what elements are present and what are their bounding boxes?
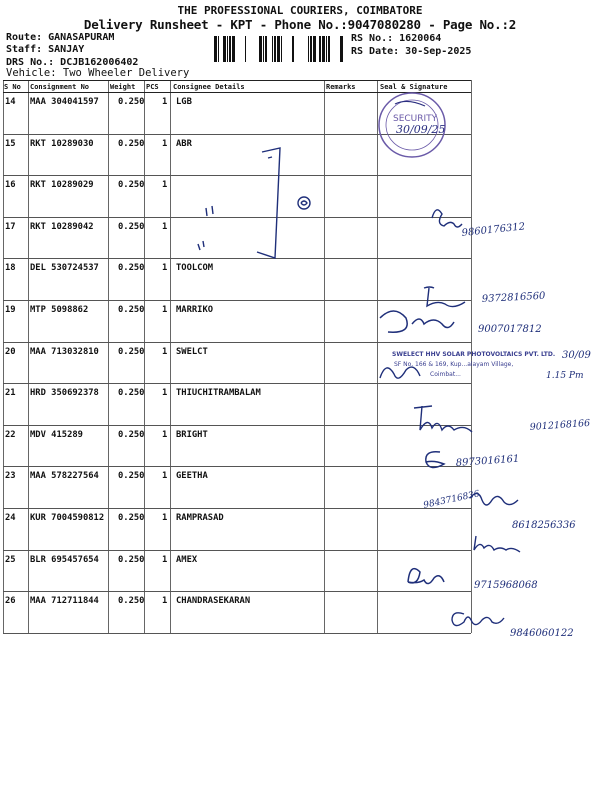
row-divider — [3, 175, 471, 176]
row-consignment-no: MAA 578227564 — [30, 471, 99, 481]
row-consignment-no: MAA 712711844 — [30, 596, 99, 606]
date-20: 30/09 — [562, 350, 591, 361]
row-consignment-no: MTP 5098862 — [30, 305, 89, 315]
col-consignment: Consignment No — [30, 83, 90, 91]
row-weight: 0.250 — [118, 180, 145, 190]
row-weight: 0.250 — [118, 596, 145, 606]
row-consignment-no: RKT 10289042 — [30, 222, 94, 232]
phone-21: 9012168166 — [529, 417, 591, 433]
row-weight: 0.250 — [118, 139, 145, 149]
row-divider — [3, 591, 471, 592]
row-weight: 0.250 — [118, 471, 145, 481]
row-weight: 0.250 — [118, 347, 145, 357]
row-sno: 18 — [5, 263, 16, 273]
row-consignment-no: HRD 350692378 — [30, 388, 99, 398]
rs-date: RS Date: 30-Sep-2025 — [351, 46, 472, 57]
row-consignment-no: BLR 695457654 — [30, 555, 99, 565]
company-title: THE PROFESSIONAL COURIERS, COIMBATORE — [177, 4, 423, 17]
row-consignee: GEETHA — [176, 471, 208, 481]
row-consignee: ABR — [176, 139, 192, 149]
row-pcs: 1 — [162, 139, 168, 149]
row-weight: 0.250 — [118, 430, 145, 440]
row-divider — [3, 633, 471, 634]
row-consignee: TOOLCOM — [176, 263, 214, 273]
stamp-word: SECURITY — [393, 114, 438, 124]
row-weight: 0.250 — [118, 555, 145, 565]
row-divider — [3, 383, 471, 384]
row-consignment-no: RKT 10289030 — [30, 139, 94, 149]
signature-24-icon — [474, 536, 520, 552]
row-consignee: CHANDRASEKARAN — [176, 596, 251, 606]
col-consignee: Consignee Details — [173, 83, 245, 91]
row-consignment-no: DEL 530724537 — [30, 263, 99, 273]
row-sno: 23 — [5, 471, 16, 481]
row-sno: 15 — [5, 139, 16, 149]
row-divider — [3, 342, 471, 343]
row-consignee: RAMPRASAD — [176, 513, 224, 523]
runsheet-table — [3, 80, 471, 633]
row-consignment-no: MAA 304041597 — [30, 97, 99, 107]
stamp-20-addr2: Coimbat... — [430, 371, 461, 378]
barcode-icon — [214, 36, 348, 62]
vehicle-label: Vehicle: Two Wheeler Delivery — [6, 67, 190, 79]
row-consignment-no: MAA 713032810 — [30, 347, 99, 357]
row-sno: 16 — [5, 180, 16, 190]
row-consignee: SWELCT — [176, 347, 208, 357]
row-consignee: AMEX — [176, 555, 198, 565]
phone-23: 9843716836 — [422, 489, 481, 511]
row-weight: 0.250 — [118, 97, 145, 107]
row-pcs: 1 — [162, 471, 168, 481]
phone-24: 8618256336 — [512, 520, 576, 531]
row-divider — [3, 134, 471, 135]
row-pcs: 1 — [162, 430, 168, 440]
row-pcs: 1 — [162, 222, 168, 232]
row-weight: 0.250 — [118, 263, 145, 273]
row-pcs: 1 — [162, 388, 168, 398]
row-weight: 0.250 — [118, 222, 145, 232]
row-sno: 20 — [5, 347, 16, 357]
row-consignee: THIUCHITRAMBALAM — [176, 388, 261, 398]
row-sno: 25 — [5, 555, 16, 565]
drs-number: DRS No.: DCJB162006402 — [6, 57, 139, 68]
route-label: Route: GANASAPURAM — [6, 32, 115, 43]
row-divider — [3, 258, 471, 259]
row-consignment-no: RKT 10289029 — [30, 180, 94, 190]
stamp-20-name: SWELECT HHV SOLAR PHOTOVOLTAICS PVT. LTD. — [392, 351, 556, 358]
rs-number: RS No.: 1620064 — [351, 33, 442, 44]
row-pcs: 1 — [162, 97, 168, 107]
row-pcs: 1 — [162, 305, 168, 315]
row-weight: 0.250 — [118, 513, 145, 523]
phone-19: 9007017812 — [478, 324, 542, 335]
column-divider — [471, 80, 472, 633]
phone-25: 9715968068 — [474, 580, 538, 591]
row-divider — [3, 217, 471, 218]
row-weight: 0.250 — [118, 305, 145, 315]
row-divider — [3, 466, 471, 467]
row-sno: 21 — [5, 388, 16, 398]
phone-22: 8973016161 — [455, 453, 520, 469]
row-consignment-no: MDV 415289 — [30, 430, 83, 440]
row-pcs: 1 — [162, 596, 168, 606]
row-pcs: 1 — [162, 555, 168, 565]
row-pcs: 1 — [162, 513, 168, 523]
col-sno: S No — [4, 83, 21, 91]
row-sno: 17 — [5, 222, 16, 232]
runsheet-subtitle: Delivery Runsheet - KPT - Phone No.:9047080280 - Page No.:2 — [83, 17, 517, 32]
row-consignment-no: KUR 7004590812 — [30, 513, 105, 523]
row-sno: 22 — [5, 430, 16, 440]
row-consignee: MARRIKO — [176, 305, 214, 315]
row-pcs: 1 — [162, 347, 168, 357]
row-weight: 0.250 — [118, 388, 145, 398]
stamp-20-addr1: SF No. 166 & 169, Kup...alayam Village, — [394, 361, 514, 368]
row-sno: 14 — [5, 97, 16, 107]
signature-23-icon — [470, 493, 518, 505]
row-consignee: BRIGHT — [176, 430, 208, 440]
row-divider — [3, 508, 471, 509]
phone-26: 9846060122 — [510, 628, 574, 639]
col-seal: Seal & Signature — [380, 83, 448, 91]
row-sno: 26 — [5, 596, 16, 606]
phone-17: 9860176312 — [461, 221, 526, 239]
row-divider — [3, 300, 471, 301]
row-pcs: 1 — [162, 263, 168, 273]
time-20: 1.15 Pm — [546, 371, 584, 381]
row-sno: 19 — [5, 305, 16, 315]
row-divider — [3, 80, 471, 81]
stamp-date: 30/09/25 — [396, 123, 446, 136]
col-pcs: PCS — [146, 83, 159, 91]
row-sno: 24 — [5, 513, 16, 523]
row-divider — [3, 550, 471, 551]
col-weight: Weight — [110, 83, 136, 91]
row-divider — [3, 425, 471, 426]
staff-label: Staff: SANJAY — [6, 44, 85, 55]
col-remarks: Remarks — [326, 83, 356, 91]
row-pcs: 1 — [162, 180, 168, 190]
row-consignee: LGB — [176, 97, 192, 107]
phone-18: 9372816560 — [481, 290, 546, 305]
row-divider — [3, 92, 471, 93]
